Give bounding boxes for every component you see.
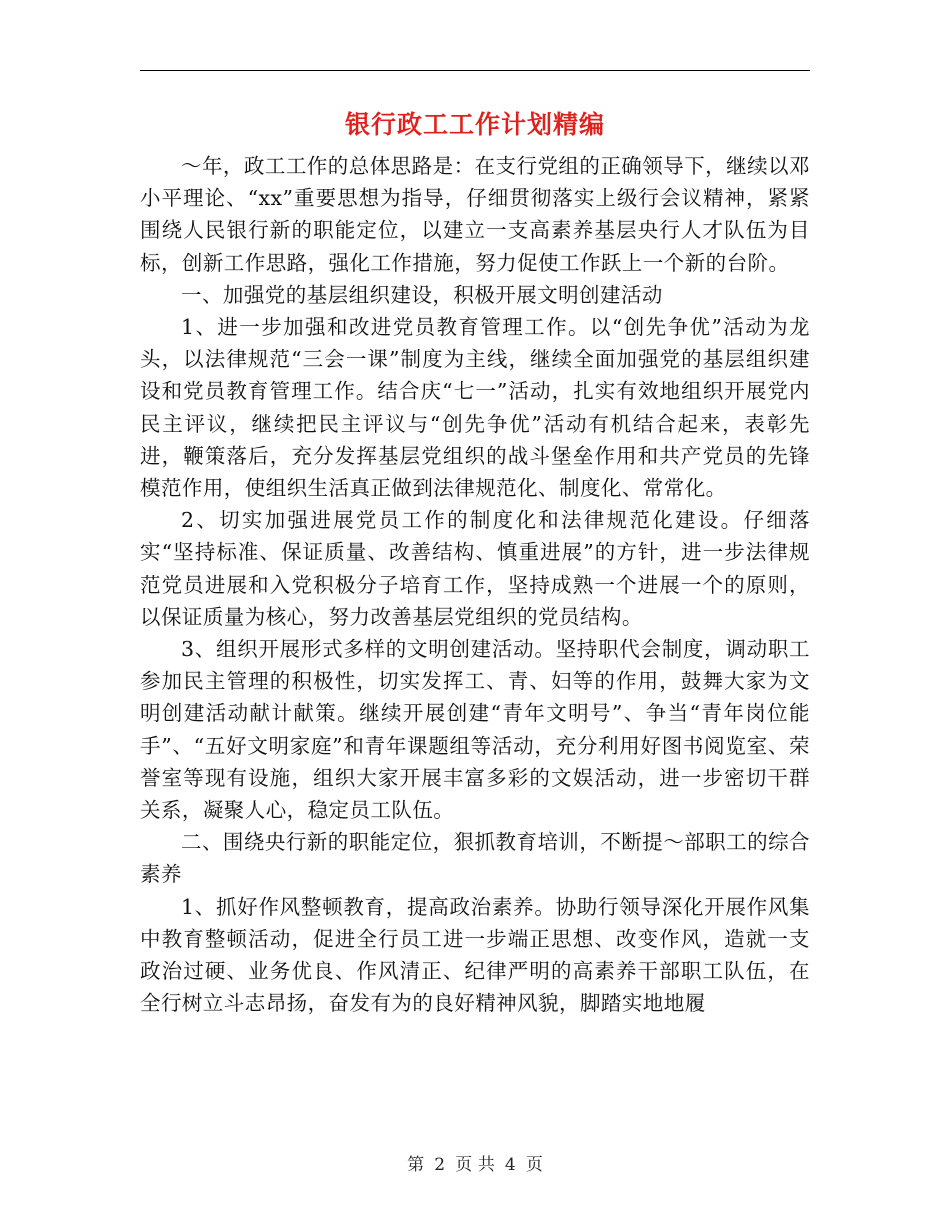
footer-middle: 页 共 (455, 1155, 495, 1175)
footer-total-pages: 4 (504, 1155, 516, 1175)
paragraph-1-1: 1、进一步加强和改进党员教育管理工作。以“创先争优”活动为龙头，以法律规范“三会一课”制度为主线，继续全面加强党的基层组织建设和党员教育管理工作。结合庆“七一”活动，扎实有效地组织开展党内民主评议，继续把民主评议与“创先争优”活动有机结合起来，表彰先进，鞭策落后，充分发挥基层党组织的战斗堡垒作用和共产党员的先锋模范作用，使组织生活真正做到法律规范化、制度化、常常化。 (140, 315, 810, 501)
footer-current-page: 2 (434, 1155, 446, 1175)
paragraph-1-3: 3、组织开展形式多样的文明创建活动。坚持职代会制度，调动职工参加民主管理的积极性，切实发挥工、青、妇等的作用，鼓舞大家为文明创建活动献计献策。继续开展创建“青年文明号”、争当“青年岗位能手”、“五好文明家庭”和青年课题组等活动，充分利用好图书阅览室、荣誉室等现有设施，组织大家开展丰富多彩的文娱活动，进一步密切干群关系，凝聚人心，稳定员工队伍。 (140, 637, 810, 823)
paragraph-2-1: 1、抓好作风整顿教育，提高政治素养。协助行领导深化开展作风集中教育整顿活动，促进全行员工进一步端正思想、改变作风，造就一支政治过硬、业务优良、作风清正、纪律严明的高素养干部职工队伍，在全行树立斗志昂扬，奋发有为的良好精神风貌，脚踏实地地履 (140, 894, 810, 1016)
section-heading-1: 一、加强党的基层组织建设，积极开展文明创建活动 (181, 282, 663, 307)
header-rule (140, 70, 810, 71)
page-footer (0, 1153, 950, 1177)
document-body (140, 150, 810, 1019)
footer-suffix: 页 (525, 1155, 543, 1175)
paragraph-intro: ～年，政工工作的总体思路是：在支行党组的正确领导下，继续以邓小平理论、“xx”重要思想为指导，仔细贯彻落实上级行会议精神，紧紧围绕人民银行新的职能定位，以建立一支高素养基层央行人才队伍为目标，创新工作思路，强化工作措施，努力促使工作跃上一个新的台阶。 (140, 154, 810, 275)
footer-prefix: 第 (407, 1155, 425, 1175)
document-title: 银行政工工作计划精编 (344, 110, 605, 139)
section-heading-2: 二、围绕央行新的职能定位，狠抓教育培训，不断提～部职工的综合素养 (140, 830, 810, 887)
paragraph-1-2: 2、切实加强进展党员工作的制度化和法律规范化建设。仔细落实“坚持标准、保证质量、改善结构、慎重进展”的方针，进一步法律规范党员进展和入党积极分子培育工作，坚持成熟一个进展一个的原则，以保证质量为核心，努力改善基层党组织的党员结构。 (140, 508, 810, 629)
